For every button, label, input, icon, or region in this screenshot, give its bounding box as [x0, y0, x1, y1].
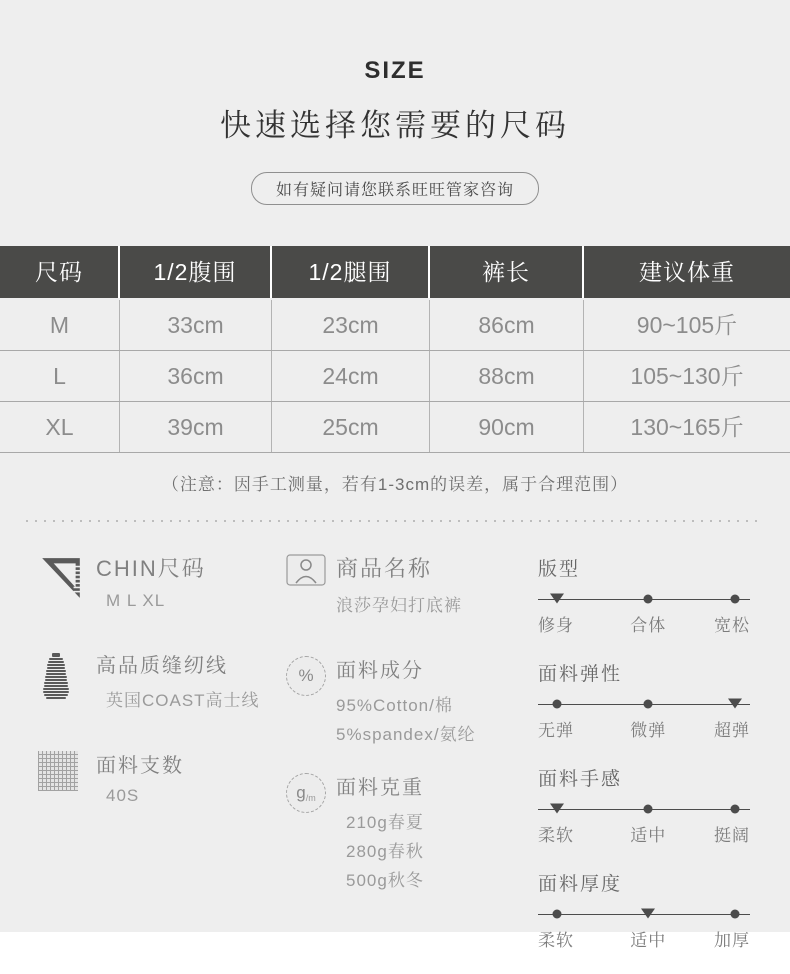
slider-option: 加厚: [714, 931, 750, 950]
column-header-suggested-weight: 建议体重: [584, 246, 790, 298]
cell-half-waist: 39cm: [120, 402, 272, 452]
slider-fit: [538, 554, 750, 633]
slider-marker: [550, 594, 564, 604]
size-table-header: [0, 246, 790, 298]
column-header-pant-length: 裤长: [430, 246, 582, 298]
contact-support-pill[interactable]: 如有疑问请您联系旺旺管家咨询: [251, 172, 539, 205]
column-header-half-thigh: 1/2腿围: [272, 246, 428, 298]
slider-label: 面料弹性: [538, 664, 623, 685]
thread-spool-icon: [38, 649, 96, 715]
slider-label: 版型: [538, 559, 581, 580]
slider-marker: [644, 805, 653, 814]
person-badge-icon: [286, 552, 336, 620]
cell-half-waist: 36cm: [120, 351, 272, 401]
cell-half-thigh: 23cm: [272, 300, 430, 350]
detail-title: 高品质缝纫线: [96, 655, 228, 677]
column-header-half-waist: 1/2腹围: [120, 246, 270, 298]
detail-sub: 浪莎孕妇打底裤: [336, 596, 462, 615]
product-details: [0, 522, 790, 974]
slider-marker: [731, 805, 740, 814]
slider-option: 柔软: [538, 931, 574, 950]
detail-item-thread-count: [38, 749, 286, 810]
size-eyebrow-label: SIZE: [364, 57, 426, 84]
header: [0, 0, 790, 205]
slider-option: 修身: [538, 616, 574, 635]
detail-sub: 40S: [106, 786, 140, 805]
size-table: [0, 246, 790, 453]
detail-sub: 95%Cotton/棉 5%spandex/氨纶: [336, 696, 476, 744]
cell-half-thigh: 24cm: [272, 351, 430, 401]
slider-option: 适中: [630, 931, 667, 950]
slider-option: 超弹: [714, 721, 750, 740]
set-square-ruler-icon: [38, 552, 96, 615]
cell-pant-length: 86cm: [430, 300, 584, 350]
detail-title: 面料支数: [96, 755, 184, 777]
fabric-swatch-icon: [38, 749, 96, 810]
slider-marker: [641, 909, 655, 919]
cell-pant-length: 88cm: [430, 351, 584, 401]
cell-size: XL: [0, 402, 120, 452]
cell-size: M: [0, 300, 120, 350]
detail-item-composition: [286, 654, 538, 749]
slider-option: 微弹: [630, 721, 667, 740]
slider-marker: [644, 700, 653, 709]
slider-option: 适中: [630, 826, 667, 845]
cell-size: L: [0, 351, 120, 401]
cell-half-waist: 33cm: [120, 300, 272, 350]
slider-marker: [644, 595, 653, 604]
percent-circle-icon: %: [286, 654, 336, 749]
detail-title: CHIN尺码: [96, 556, 206, 581]
cell-weight: 130~165斤: [630, 414, 744, 440]
detail-title: 面料克重: [336, 777, 424, 799]
slider-thickness: [538, 869, 750, 948]
slider-marker: [550, 804, 564, 814]
column-header-size: 尺码: [0, 246, 118, 298]
details-middle-column: [286, 552, 538, 974]
detail-item-fabric-weight: [286, 771, 538, 895]
attribute-sliders: [538, 552, 768, 974]
page-title: 快速选择您需要的尺码: [220, 108, 570, 143]
grams-circle-icon: g /m: [286, 771, 336, 895]
slider-label: 面料厚度: [538, 874, 623, 895]
slider-marker: [553, 910, 562, 919]
detail-title: 面料成分: [336, 660, 424, 682]
slider-option: 合体: [630, 616, 667, 635]
slider-option: 宽松: [714, 616, 750, 635]
cell-pant-length: 90cm: [430, 402, 584, 452]
slider-marker: [728, 699, 742, 709]
detail-item-size-range: [38, 552, 286, 615]
detail-item-product-name: [286, 552, 538, 620]
detail-item-thread: [38, 649, 286, 715]
table-row-xl: [0, 402, 790, 453]
slider-label: 面料手感: [538, 769, 623, 790]
details-left-column: [38, 552, 286, 974]
cell-weight: 90~105斤: [636, 312, 738, 338]
detail-sub: 英国COAST高士线: [106, 691, 260, 710]
slider-marker: [553, 700, 562, 709]
cell-weight: 105~130斤: [630, 363, 744, 389]
measurement-note: （注意：因手工测量，若有1-3cm的误差，属于合理范围）: [161, 475, 629, 494]
slider-marker: [731, 910, 740, 919]
slider-marker: [731, 595, 740, 604]
table-row-l: [0, 351, 790, 402]
size-table-body: [0, 300, 790, 453]
slider-elasticity: [538, 659, 750, 738]
cell-half-thigh: 25cm: [272, 402, 430, 452]
detail-sub: 210g春夏 280g春秋 500g秋冬: [346, 813, 424, 890]
slider-option: 无弹: [538, 721, 574, 740]
detail-title: 商品名称: [336, 556, 433, 581]
table-row-m: [0, 300, 790, 351]
slider-hand-feel: [538, 764, 750, 843]
detail-sub: M L XL: [106, 591, 166, 610]
slider-option: 柔软: [538, 826, 574, 845]
slider-option: 挺阔: [714, 826, 750, 845]
